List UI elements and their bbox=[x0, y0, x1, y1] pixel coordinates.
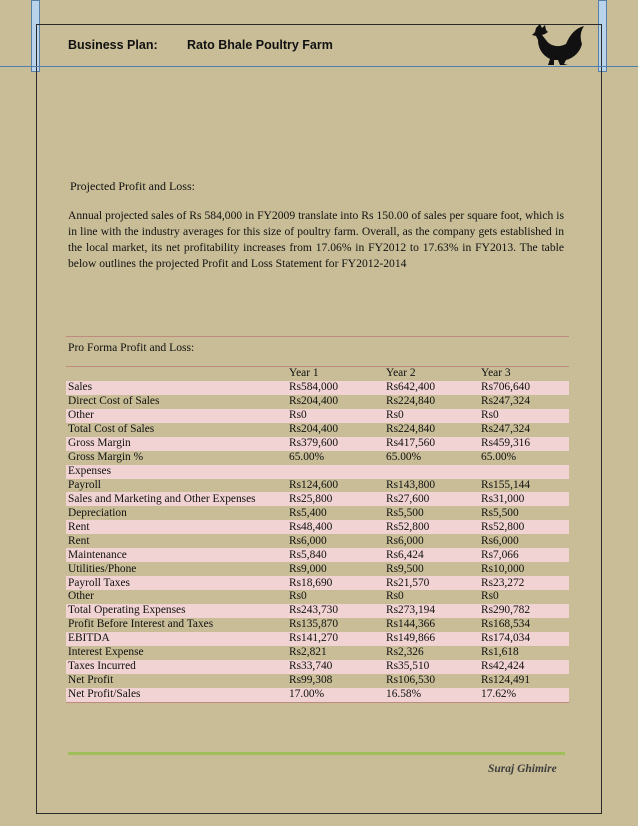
cell-value: Rs0 bbox=[481, 590, 499, 603]
cell-value: Rs0 bbox=[289, 590, 307, 603]
cell-value: Rs52,800 bbox=[384, 520, 479, 534]
row-label: Maintenance bbox=[66, 548, 287, 562]
table-row bbox=[66, 618, 569, 632]
cell-value: Rs273,194 bbox=[384, 604, 479, 618]
cell-value: Rs2,326 bbox=[386, 646, 424, 659]
row-label: Total Cost of Sales bbox=[68, 423, 155, 436]
cell-value: Rs204,400 bbox=[289, 423, 339, 436]
cell-value: Rs106,530 bbox=[386, 674, 436, 687]
row-label: Gross Margin % bbox=[68, 451, 144, 464]
farm-name: Rato Bhale Poultry Farm bbox=[187, 38, 333, 52]
row-label: Other bbox=[66, 409, 287, 423]
row-label: Taxes Incurred bbox=[66, 660, 287, 674]
column-header: Year 3 bbox=[481, 367, 511, 380]
table-row bbox=[66, 451, 569, 465]
cell-value: Rs144,366 bbox=[386, 618, 436, 631]
row-label: Other bbox=[68, 590, 94, 603]
cell-value: Rs584,000 bbox=[287, 381, 384, 395]
cell-value: Rs6,000 bbox=[289, 534, 327, 547]
table-row bbox=[66, 534, 569, 548]
row-label: Utilities/Phone bbox=[68, 562, 137, 575]
row-label: Sales and Marketing and Other Expenses bbox=[66, 492, 287, 506]
cell-value: Rs9,000 bbox=[289, 562, 327, 575]
table-row bbox=[66, 465, 569, 479]
cell-value: Rs27,600 bbox=[384, 492, 479, 506]
column-header: Year 1 bbox=[289, 367, 319, 380]
table-row bbox=[66, 590, 569, 604]
cell-value: Rs124,491 bbox=[481, 674, 531, 687]
table-row bbox=[66, 660, 569, 674]
table-row bbox=[66, 674, 569, 688]
cell-value: Rs0 bbox=[386, 590, 404, 603]
table-row bbox=[66, 632, 569, 646]
cell-value: Rs48,400 bbox=[287, 520, 384, 534]
cell-value: Rs174,034 bbox=[479, 632, 569, 646]
table-row bbox=[66, 423, 569, 437]
table-row bbox=[66, 688, 569, 702]
table-row bbox=[66, 576, 569, 590]
section-title: Projected Profit and Loss: bbox=[70, 179, 195, 193]
cell-value: Rs2,821 bbox=[289, 646, 327, 659]
cell-value: Rs99,308 bbox=[289, 674, 333, 687]
row-label: Gross Margin bbox=[66, 437, 287, 451]
cell-value: Rs247,324 bbox=[481, 395, 531, 408]
cell-value: Rs5,500 bbox=[481, 506, 519, 519]
cell-value: Rs459,316 bbox=[479, 437, 569, 451]
cell-value: Rs224,840 bbox=[386, 423, 436, 436]
table-row bbox=[66, 604, 569, 618]
row-label: Expenses bbox=[66, 465, 287, 479]
row-label: Profit Before Interest and Taxes bbox=[68, 618, 214, 631]
table-row bbox=[66, 562, 569, 576]
cell-value: Rs149,866 bbox=[384, 632, 479, 646]
table-row bbox=[66, 409, 569, 423]
author-name: Suraj Ghimire bbox=[488, 763, 557, 775]
cell-value: Rs35,510 bbox=[384, 660, 479, 674]
table-row bbox=[66, 395, 569, 409]
cell-value: Rs124,600 bbox=[289, 478, 339, 491]
cell-value: Rs5,400 bbox=[289, 506, 327, 519]
page-header bbox=[68, 38, 333, 52]
table-row bbox=[66, 437, 569, 451]
business-plan-label: Business Plan: bbox=[68, 38, 158, 52]
cell-value: Rs25,800 bbox=[287, 492, 384, 506]
row-label: Net Profit bbox=[68, 674, 114, 687]
column-header: Year 2 bbox=[386, 367, 416, 380]
cell-value: Rs0 bbox=[287, 409, 384, 423]
cell-value: 65.00% bbox=[289, 451, 325, 464]
cell-value bbox=[287, 465, 384, 479]
cell-value: Rs42,424 bbox=[479, 660, 569, 674]
footer-divider bbox=[68, 752, 565, 755]
cell-value: Rs706,640 bbox=[479, 381, 569, 395]
table-header-row bbox=[66, 367, 569, 381]
cell-value: Rs155,144 bbox=[481, 478, 531, 491]
cell-value: Rs33,740 bbox=[287, 660, 384, 674]
cell-value: Rs135,870 bbox=[289, 618, 339, 631]
cell-value: Rs168,534 bbox=[481, 618, 531, 631]
cell-value: Rs224,840 bbox=[386, 395, 436, 408]
cell-value: Rs247,324 bbox=[481, 423, 531, 436]
column-header bbox=[66, 367, 287, 381]
table-row bbox=[66, 381, 569, 395]
cell-value: Rs21,570 bbox=[384, 576, 479, 590]
cell-value: Rs10,000 bbox=[481, 562, 525, 575]
cell-value: 16.58% bbox=[384, 688, 479, 702]
cell-value: 17.00% bbox=[287, 688, 384, 702]
table-top-rule bbox=[66, 336, 569, 337]
cell-value: Rs6,000 bbox=[386, 534, 424, 547]
row-label: EBITDA bbox=[66, 632, 287, 646]
cell-value: Rs143,800 bbox=[386, 478, 436, 491]
cell-value bbox=[384, 465, 479, 479]
intro-paragraph: Annual projected sales of Rs 584,000 in FY2009 translate into Rs 150.00 of sales per square foot, which is in line with the industry averages for this size of poultry farm. Overall, as the company gets established in the local market, its net profitability increases from 17.06% in FY2012 to 17.63% in FY2013. The table below outlines the projected Profit and Loss Statement for FY2012-2014 bbox=[68, 209, 564, 270]
header-divider bbox=[0, 66, 638, 67]
cell-value: Rs9,500 bbox=[386, 562, 424, 575]
table-row bbox=[66, 506, 569, 520]
cell-value: Rs23,272 bbox=[479, 576, 569, 590]
cell-value: Rs5,840 bbox=[287, 548, 384, 562]
row-label: Payroll Taxes bbox=[66, 576, 287, 590]
table-row bbox=[66, 646, 569, 660]
row-label: Net Profit/Sales bbox=[66, 688, 287, 702]
cell-value: Rs141,270 bbox=[287, 632, 384, 646]
cell-value: Rs379,600 bbox=[287, 437, 384, 451]
cell-value: Rs0 bbox=[384, 409, 479, 423]
cell-value: Rs642,400 bbox=[384, 381, 479, 395]
profit-loss-table bbox=[66, 367, 569, 703]
cell-value: 65.00% bbox=[386, 451, 422, 464]
cell-value: Rs0 bbox=[479, 409, 569, 423]
cell-value: Rs7,066 bbox=[479, 548, 569, 562]
cell-value: Rs6,000 bbox=[481, 534, 519, 547]
cell-value: Rs31,000 bbox=[479, 492, 569, 506]
cell-value: Rs1,618 bbox=[481, 646, 519, 659]
cell-value: Rs204,400 bbox=[289, 395, 339, 408]
row-label: Sales bbox=[66, 381, 287, 395]
table-row bbox=[66, 479, 569, 493]
cell-value: Rs18,690 bbox=[287, 576, 384, 590]
cell-value: Rs243,730 bbox=[287, 604, 384, 618]
table-row bbox=[66, 548, 569, 562]
row-label: Payroll bbox=[68, 478, 101, 491]
row-label: Rent bbox=[66, 520, 287, 534]
table-title: Pro Forma Profit and Loss: bbox=[68, 341, 195, 354]
table-row bbox=[66, 492, 569, 506]
cell-value: Rs52,800 bbox=[479, 520, 569, 534]
cell-value: 17.62% bbox=[479, 688, 569, 702]
cell-value: 65.00% bbox=[481, 451, 517, 464]
cell-value: Rs6,424 bbox=[384, 548, 479, 562]
row-label: Depreciation bbox=[68, 506, 127, 519]
row-label: Total Operating Expenses bbox=[66, 604, 287, 618]
row-label: Interest Expense bbox=[68, 646, 144, 659]
table-row bbox=[66, 520, 569, 534]
row-label: Rent bbox=[68, 534, 90, 547]
cell-value: Rs290,782 bbox=[479, 604, 569, 618]
row-label: Direct Cost of Sales bbox=[68, 395, 160, 408]
cell-value: Rs417,560 bbox=[384, 437, 479, 451]
cell-value: Rs5,500 bbox=[386, 506, 424, 519]
rooster-icon bbox=[528, 22, 588, 66]
cell-value bbox=[479, 465, 569, 479]
